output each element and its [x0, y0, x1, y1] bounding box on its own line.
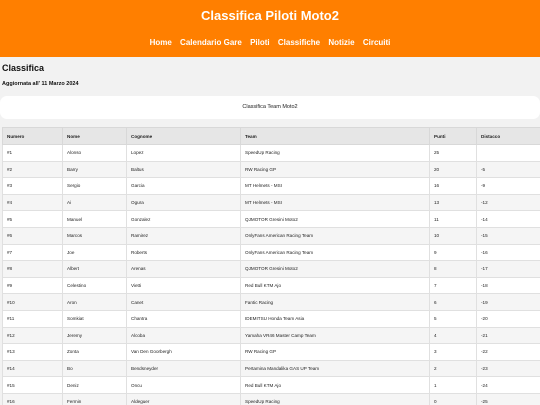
cell-distacco — [477, 145, 540, 162]
cell-distacco: -25 — [477, 393, 540, 405]
cell-numero: #12 — [3, 327, 63, 344]
cell-nome: Barry — [63, 161, 127, 178]
table-row — [3, 145, 540, 162]
table-row — [3, 344, 540, 361]
cell-cognome: Bendsneyder — [127, 360, 241, 377]
team-standings-box — [0, 96, 540, 119]
cell-punti: 3 — [430, 344, 477, 361]
header-distacco: Distacco — [477, 128, 540, 145]
cell-cognome: Canet — [127, 294, 241, 311]
table-header-row — [3, 128, 540, 145]
cell-punti: 2 — [430, 360, 477, 377]
cell-team: Red Bull KTM Ajo — [241, 277, 430, 294]
cell-numero: #13 — [3, 344, 63, 361]
cell-nome: Albert — [63, 261, 127, 278]
cell-numero: #2 — [3, 161, 63, 178]
table-row — [3, 161, 540, 178]
cell-nome: Deniz — [63, 377, 127, 394]
cell-punti: 9 — [430, 244, 477, 261]
table-row — [3, 244, 540, 261]
cell-numero: #6 — [3, 227, 63, 244]
cell-numero: #4 — [3, 194, 63, 211]
table-row — [3, 178, 540, 195]
nav-circuiti[interactable]: Circuiti — [362, 38, 391, 47]
header-numero: Numero — [3, 128, 63, 145]
cell-distacco: -16 — [477, 244, 540, 261]
cell-numero: #15 — [3, 377, 63, 394]
team-standings-link[interactable]: Classifica Team Moto2 — [242, 104, 298, 110]
cell-team: QJMOTOR Gresini Moto2 — [241, 261, 430, 278]
header-team: Team — [241, 128, 430, 145]
cell-distacco: -23 — [477, 360, 540, 377]
cell-nome: Ai — [63, 194, 127, 211]
cell-distacco: -21 — [477, 327, 540, 344]
site-title: Classifica Piloti Moto2 — [201, 8, 339, 23]
cell-cognome: Vietti — [127, 277, 241, 294]
standings-table — [2, 127, 540, 405]
cell-numero: #8 — [3, 261, 63, 278]
nav-calendario-gare[interactable]: Calendario Gare — [180, 38, 242, 47]
cell-team: SpeedUp Racing — [241, 393, 430, 405]
table-row — [3, 211, 540, 228]
cell-distacco: -18 — [477, 277, 540, 294]
cell-punti: 11 — [430, 211, 477, 228]
cell-team: SpeedUp Racing — [241, 145, 430, 162]
table-row — [3, 277, 540, 294]
table-row — [3, 294, 540, 311]
cell-nome: Bo — [63, 360, 127, 377]
cell-team: Fantic Racing — [241, 294, 430, 311]
cell-punti: 8 — [430, 261, 477, 278]
cell-cognome: Arenas — [127, 261, 241, 278]
page-title: Classifica — [2, 63, 45, 73]
cell-nome: Somkiat — [63, 310, 127, 327]
cell-cognome: Aldeguer — [127, 393, 241, 405]
header-cognome: Cognome — [127, 128, 241, 145]
cell-numero: #3 — [3, 178, 63, 195]
table-row — [3, 327, 540, 344]
cell-team: Pertamina Mandalika GAS UP Team — [241, 360, 430, 377]
cell-team: OnlyFans American Racing Team — [241, 244, 430, 261]
cell-numero: #16 — [3, 393, 63, 405]
nav-classifiche[interactable]: Classifiche — [277, 38, 321, 47]
cell-numero: #10 — [3, 294, 63, 311]
cell-punti: 13 — [430, 194, 477, 211]
cell-team: Red Bull KTM Ajo — [241, 377, 430, 394]
cell-numero: #11 — [3, 310, 63, 327]
cell-team: OnlyFans American Racing Team — [241, 227, 430, 244]
cell-distacco: -14 — [477, 211, 540, 228]
cell-cognome: Ogura — [127, 194, 241, 211]
cell-punti: 5 — [430, 310, 477, 327]
cell-numero: #5 — [3, 211, 63, 228]
cell-cognome: Oncu — [127, 377, 241, 394]
cell-cognome: Chantra — [127, 310, 241, 327]
cell-distacco: -15 — [477, 227, 540, 244]
cell-nome: Manuel — [63, 211, 127, 228]
cell-distacco: -22 — [477, 344, 540, 361]
site-header — [0, 0, 540, 57]
table-row — [3, 227, 540, 244]
cell-punti: 1 — [430, 377, 477, 394]
nav-piloti[interactable]: Piloti — [250, 38, 270, 47]
cell-distacco: -20 — [477, 310, 540, 327]
cell-cognome: Ramirez — [127, 227, 241, 244]
cell-punti: 20 — [430, 161, 477, 178]
cell-nome: Celestino — [63, 277, 127, 294]
cell-distacco: -17 — [477, 261, 540, 278]
cell-punti: 6 — [430, 294, 477, 311]
cell-distacco: -24 — [477, 377, 540, 394]
cell-nome: Sergio — [63, 178, 127, 195]
cell-numero: #14 — [3, 360, 63, 377]
cell-cognome: Alcoba — [127, 327, 241, 344]
cell-punti: 16 — [430, 178, 477, 195]
cell-team: MT Helmets - MSI — [241, 194, 430, 211]
cell-team: RW Racing GP — [241, 344, 430, 361]
nav-notizie[interactable]: Notizie — [328, 38, 355, 47]
cell-numero: #9 — [3, 277, 63, 294]
table-row — [3, 393, 540, 405]
cell-team: MT Helmets - MSI — [241, 178, 430, 195]
table-row — [3, 261, 540, 278]
cell-cognome: Baltus — [127, 161, 241, 178]
nav-home[interactable]: Home — [149, 38, 172, 47]
cell-distacco: -5 — [477, 161, 540, 178]
cell-nome: Alonso — [63, 145, 127, 162]
header-punti: Punti — [430, 128, 477, 145]
cell-distacco: -19 — [477, 294, 540, 311]
cell-numero: #7 — [3, 244, 63, 261]
cell-distacco: -9 — [477, 178, 540, 195]
cell-distacco: -12 — [477, 194, 540, 211]
table-row — [3, 194, 540, 211]
cell-punti: 10 — [430, 227, 477, 244]
table-row — [3, 377, 540, 394]
cell-numero: #1 — [3, 145, 63, 162]
cell-team: RW Racing GP — [241, 161, 430, 178]
table-row — [3, 360, 540, 377]
cell-cognome: Roberts — [127, 244, 241, 261]
cell-nome: Jeremy — [63, 327, 127, 344]
main-nav — [0, 38, 540, 47]
cell-nome: Aron — [63, 294, 127, 311]
cell-punti: 7 — [430, 277, 477, 294]
cell-cognome: Garcia — [127, 178, 241, 195]
header-nome: Nome — [63, 128, 127, 145]
cell-cognome: Van Den Goorbergh — [127, 344, 241, 361]
cell-team: IDEMITSU Honda Team Asia — [241, 310, 430, 327]
cell-punti: 25 — [430, 145, 477, 162]
cell-team: QJMOTOR Gresini Moto2 — [241, 211, 430, 228]
cell-nome: Marcos — [63, 227, 127, 244]
updated-date: Aggiornata all' 11 Marzo 2024 — [2, 81, 79, 87]
cell-cognome: Gonzalez — [127, 211, 241, 228]
cell-nome: Joe — [63, 244, 127, 261]
table-row — [3, 310, 540, 327]
cell-nome: Fermin — [63, 393, 127, 405]
cell-punti: 0 — [430, 393, 477, 405]
cell-team: Yamaha VR46 Master Camp Team — [241, 327, 430, 344]
cell-cognome: Lopez — [127, 145, 241, 162]
cell-nome: Zonta — [63, 344, 127, 361]
cell-punti: 4 — [430, 327, 477, 344]
